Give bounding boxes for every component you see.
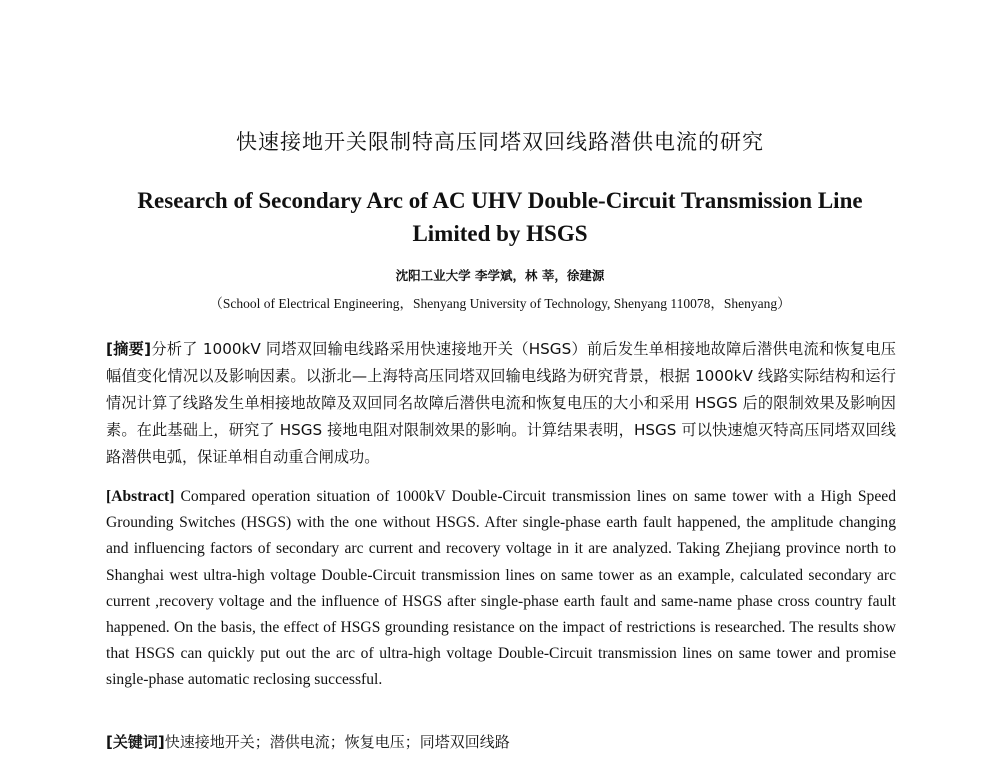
keywords-text: 快速接地开关；潜供电流；恢复电压；同塔双回线路 (164, 733, 510, 751)
abstract-english (106, 484, 896, 694)
title-chinese: 快速接地开关限制特高压同塔双回线路潜供电流的研究 (236, 130, 764, 154)
title-english (100, 184, 900, 250)
affiliation: （School of Electrical Engineering，Shenyang University of Technology, Shenyang 110078，Shenyang） (209, 296, 791, 311)
title-english-line-1: Research of Secondary Arc of AC UHV Double-Circuit Transmission Line (137, 188, 863, 213)
keywords (106, 731, 896, 752)
keywords-label: [关键词] (106, 733, 165, 751)
abstract-english-text: Compared operation situation of 1000kV Double-Circuit transmission lines on same tower with a High Speed Grounding Switches (HSGS) with the one without HSGS. After single-phase earth fault happened, the amplitude changing and influencing factors of secondary arc current and recovery voltage in it are analyzed. Taking Zhejiang province north to Shanghai west ultra-high voltage Double-Circuit transmission lines on same tower as an example, calculated secondary arc current ,recovery voltage and the influence of HSGS after single-phase earth fault and same-name phase cross country fault happened. On the basis, the effect of HSGS grounding resistance on the impact of restrictions is researched. The results show that HSGS can quickly put out the arc of ultra-high voltage Double-Circuit transmission lines on same tower and promise single-phase automatic reclosing successful. (106, 488, 896, 689)
abstract-chinese-label: [摘要] (106, 340, 152, 358)
abstract-chinese (106, 336, 896, 471)
abstract-english-label: [Abstract] (106, 488, 175, 505)
abstract-chinese-text: 分析了 1000kV 同塔双回输电线路采用快速接地开关（HSGS）前后发生单相接地故障后潜供电流和恢复电压幅值变化情况以及影响因素。以浙北—上海特高压同塔双回输电线路为研究背景，根据 1000kV 线路实际结构和运行情况计算了线路发生单相接地故障及双回同名故障后潜供电流和恢复电压的大小和采用 HSGS 后的限制效果及影响因素。在此基础上，研究了 HSGS 接地电阻对限制效果的影响。计算结果表明，HSGS 可以快速熄灭特高压同塔双回线路潜供电弧，保证单相自动重合闸成功。 (106, 340, 896, 466)
title-english-line-2: Limited by HSGS (412, 221, 588, 246)
authors: 沈阳工业大学 李学斌，林 莘，徐建源 (395, 268, 605, 283)
